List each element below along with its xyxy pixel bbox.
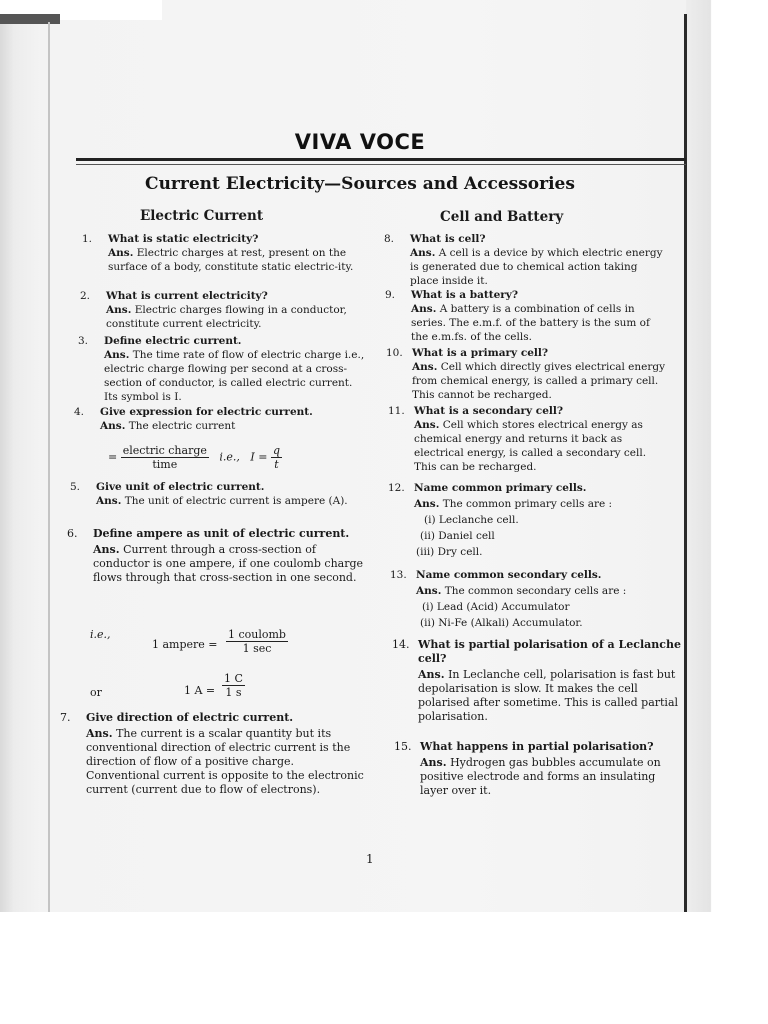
answer-label: Ans.: [104, 349, 130, 361]
page-gutter: [48, 22, 50, 912]
question-number: 14.: [392, 638, 410, 651]
answer-text: Electric charges at rest, present on the surface of a body, constitute static electric-ity.: [108, 247, 354, 273]
list-item: (ii) Daniel cell: [420, 530, 495, 542]
question-text: Define electric current.: [104, 335, 242, 347]
fraction: [226, 628, 288, 655]
ie-label: i.e.,: [90, 628, 111, 641]
answer-text: A cell is a device by which electric energy is generated due to chemical action taking place inside it.: [410, 247, 663, 287]
question-text: Define ampere as unit of electric current.: [93, 527, 350, 540]
question-12: [388, 481, 670, 559]
denominator: 1 sec: [242, 642, 272, 655]
answer-label: Ans.: [96, 495, 122, 507]
answer-label: Ans.: [93, 543, 120, 556]
answer-label: Ans.: [416, 585, 442, 597]
answer-text: Cell which stores electrical energy as chemical energy and returns it back as electrical energy, is called a secondary cell. This can be recharged.: [414, 419, 647, 473]
question-text: What happens in partial polarisation?: [420, 740, 654, 753]
question-7: [60, 711, 366, 797]
fraction: [121, 444, 209, 471]
question-text: Give direction of electric current.: [86, 711, 294, 724]
a-lhs: 1 A =: [184, 684, 216, 697]
answer-text: Hydrogen gas bubbles accumulate on positive electrode and forms an insulating layer over it.: [420, 756, 661, 797]
answer-label: Ans.: [410, 247, 436, 259]
question-number: 8.: [384, 233, 395, 245]
question-number: 7.: [60, 711, 71, 724]
question-text: What is a primary cell?: [412, 347, 549, 359]
numerator: 1 coulomb: [228, 628, 286, 641]
answer-label: Ans.: [420, 756, 447, 769]
page-number: 1: [366, 852, 374, 866]
answer-text: Electric charges flowing in a conductor, constitute current electricity.: [106, 304, 347, 330]
title-rule-thin: [76, 164, 686, 165]
answer-label: Ans.: [411, 303, 437, 315]
answer-label: Ans.: [108, 247, 134, 259]
question-number: 12.: [388, 482, 405, 494]
question-number: 4.: [74, 406, 85, 418]
answer-label: Ans.: [412, 361, 438, 373]
question-number: 3.: [78, 335, 89, 347]
answer-text: The electric current: [128, 420, 236, 432]
question-text: Give expression for electric current.: [100, 406, 313, 418]
question-9: [385, 288, 667, 344]
fraction: [222, 672, 245, 699]
ampere-lhs: 1 ampere =: [152, 638, 218, 651]
question-number: 2.: [80, 290, 91, 302]
question-2: [80, 289, 366, 331]
question-5: [70, 480, 366, 508]
answer-label: Ans.: [100, 420, 126, 432]
answer-label: Ans.: [418, 668, 445, 681]
page-title: VIVA VOCE: [294, 130, 426, 154]
numerator: q: [272, 444, 281, 457]
question-3: [78, 334, 366, 404]
answer-label: Ans.: [414, 498, 440, 510]
list-item: (iii) Dry cell.: [416, 546, 483, 558]
answer-text: The common secondary cells are :: [444, 585, 627, 597]
question-number: 9.: [385, 289, 396, 301]
right-column-heading: Cell and Battery: [440, 209, 564, 225]
answer-text: In Leclanche cell, polarisation is fast but depolarisation is slow. It makes the cell polarised after sometime. This is called partial polarisation.: [418, 668, 679, 723]
answer-text: The current is a scalar quantity but its conventional direction of electric current is the direction of flow of a positive charge. Conventional current is opposite to the electronic current (current due to flow of electrons).: [86, 727, 364, 796]
answer-text: The time rate of flow of electric charge i.e., electric charge flowing per second at a cross-section of conductor, is called electric current. Its symbol is I.: [104, 349, 365, 403]
denominator: 1 s: [225, 686, 242, 699]
question-number: 10.: [386, 347, 403, 359]
question-text: What is a battery?: [411, 289, 519, 301]
question-text: What is static electricity?: [108, 233, 259, 245]
question-13: [390, 568, 672, 630]
answer-text: Current through a cross-section of conductor is one ampere, if one coulomb charge flows through that cross-section in one second.: [93, 543, 364, 584]
question-text: Name common secondary cells.: [416, 569, 602, 581]
question-text: What is cell?: [410, 233, 486, 245]
answer-label: Ans.: [106, 304, 132, 316]
question-text: Name common primary cells.: [414, 482, 587, 494]
denominator: time: [152, 458, 178, 471]
answer-text: Cell which directly gives electrical energy from chemical energy, is called a primary cell. This cannot be recharged.: [412, 361, 666, 401]
question-text: What is partial polarisation of a Leclanche cell?: [418, 638, 681, 665]
denominator: t: [274, 458, 279, 471]
chapter-subtitle: Current Electricity—Sources and Accessories: [145, 174, 575, 194]
answer-text: The unit of electric current is ampere (A).: [124, 495, 348, 507]
left-column-heading: Electric Current: [140, 208, 264, 224]
equals-sign: =: [108, 450, 118, 464]
question-number: 15.: [394, 740, 412, 753]
question-number: 5.: [70, 481, 81, 493]
numerator: electric charge: [122, 444, 207, 457]
question-number: 6.: [67, 527, 78, 540]
question-number: 13.: [390, 569, 407, 581]
answer-text: A battery is a combination of cells in series. The e.m.f. of the battery is the sum of the e.m.fs. of the cells.: [411, 303, 650, 343]
answer-text: The common primary cells are :: [442, 498, 613, 510]
question-6: [67, 527, 366, 585]
list-item: (ii) Ni-Fe (Alkali) Accumulator.: [420, 617, 583, 629]
question-text: What is a secondary cell?: [414, 405, 564, 417]
question-8: [384, 232, 664, 288]
numerator: 1 C: [224, 672, 243, 685]
question-4: [74, 405, 366, 433]
list-item: (i) Lead (Acid) Accumulator: [422, 601, 570, 613]
answer-label: Ans.: [86, 727, 113, 740]
question-10: [386, 346, 668, 402]
question-number: 1.: [82, 233, 93, 245]
question-text: Give unit of electric current.: [96, 481, 265, 493]
list-item: (i) Leclanche cell.: [424, 514, 519, 526]
ie-label: i.e.,: [219, 450, 240, 464]
answer-label: Ans.: [414, 419, 440, 431]
or-label: or: [90, 686, 102, 699]
current-equation: [108, 444, 282, 471]
fraction-symbolic: [271, 444, 282, 471]
title-rule: [76, 158, 686, 161]
question-14: [392, 638, 682, 724]
question-1: [82, 232, 366, 274]
page-shadow: [0, 14, 60, 24]
question-number: 11.: [388, 405, 405, 417]
ampere-equation: [90, 628, 370, 655]
question-11: [388, 404, 670, 474]
symbol-lhs: I =: [250, 450, 268, 464]
question-15: [394, 740, 686, 798]
question-text: What is current electricity?: [106, 290, 268, 302]
